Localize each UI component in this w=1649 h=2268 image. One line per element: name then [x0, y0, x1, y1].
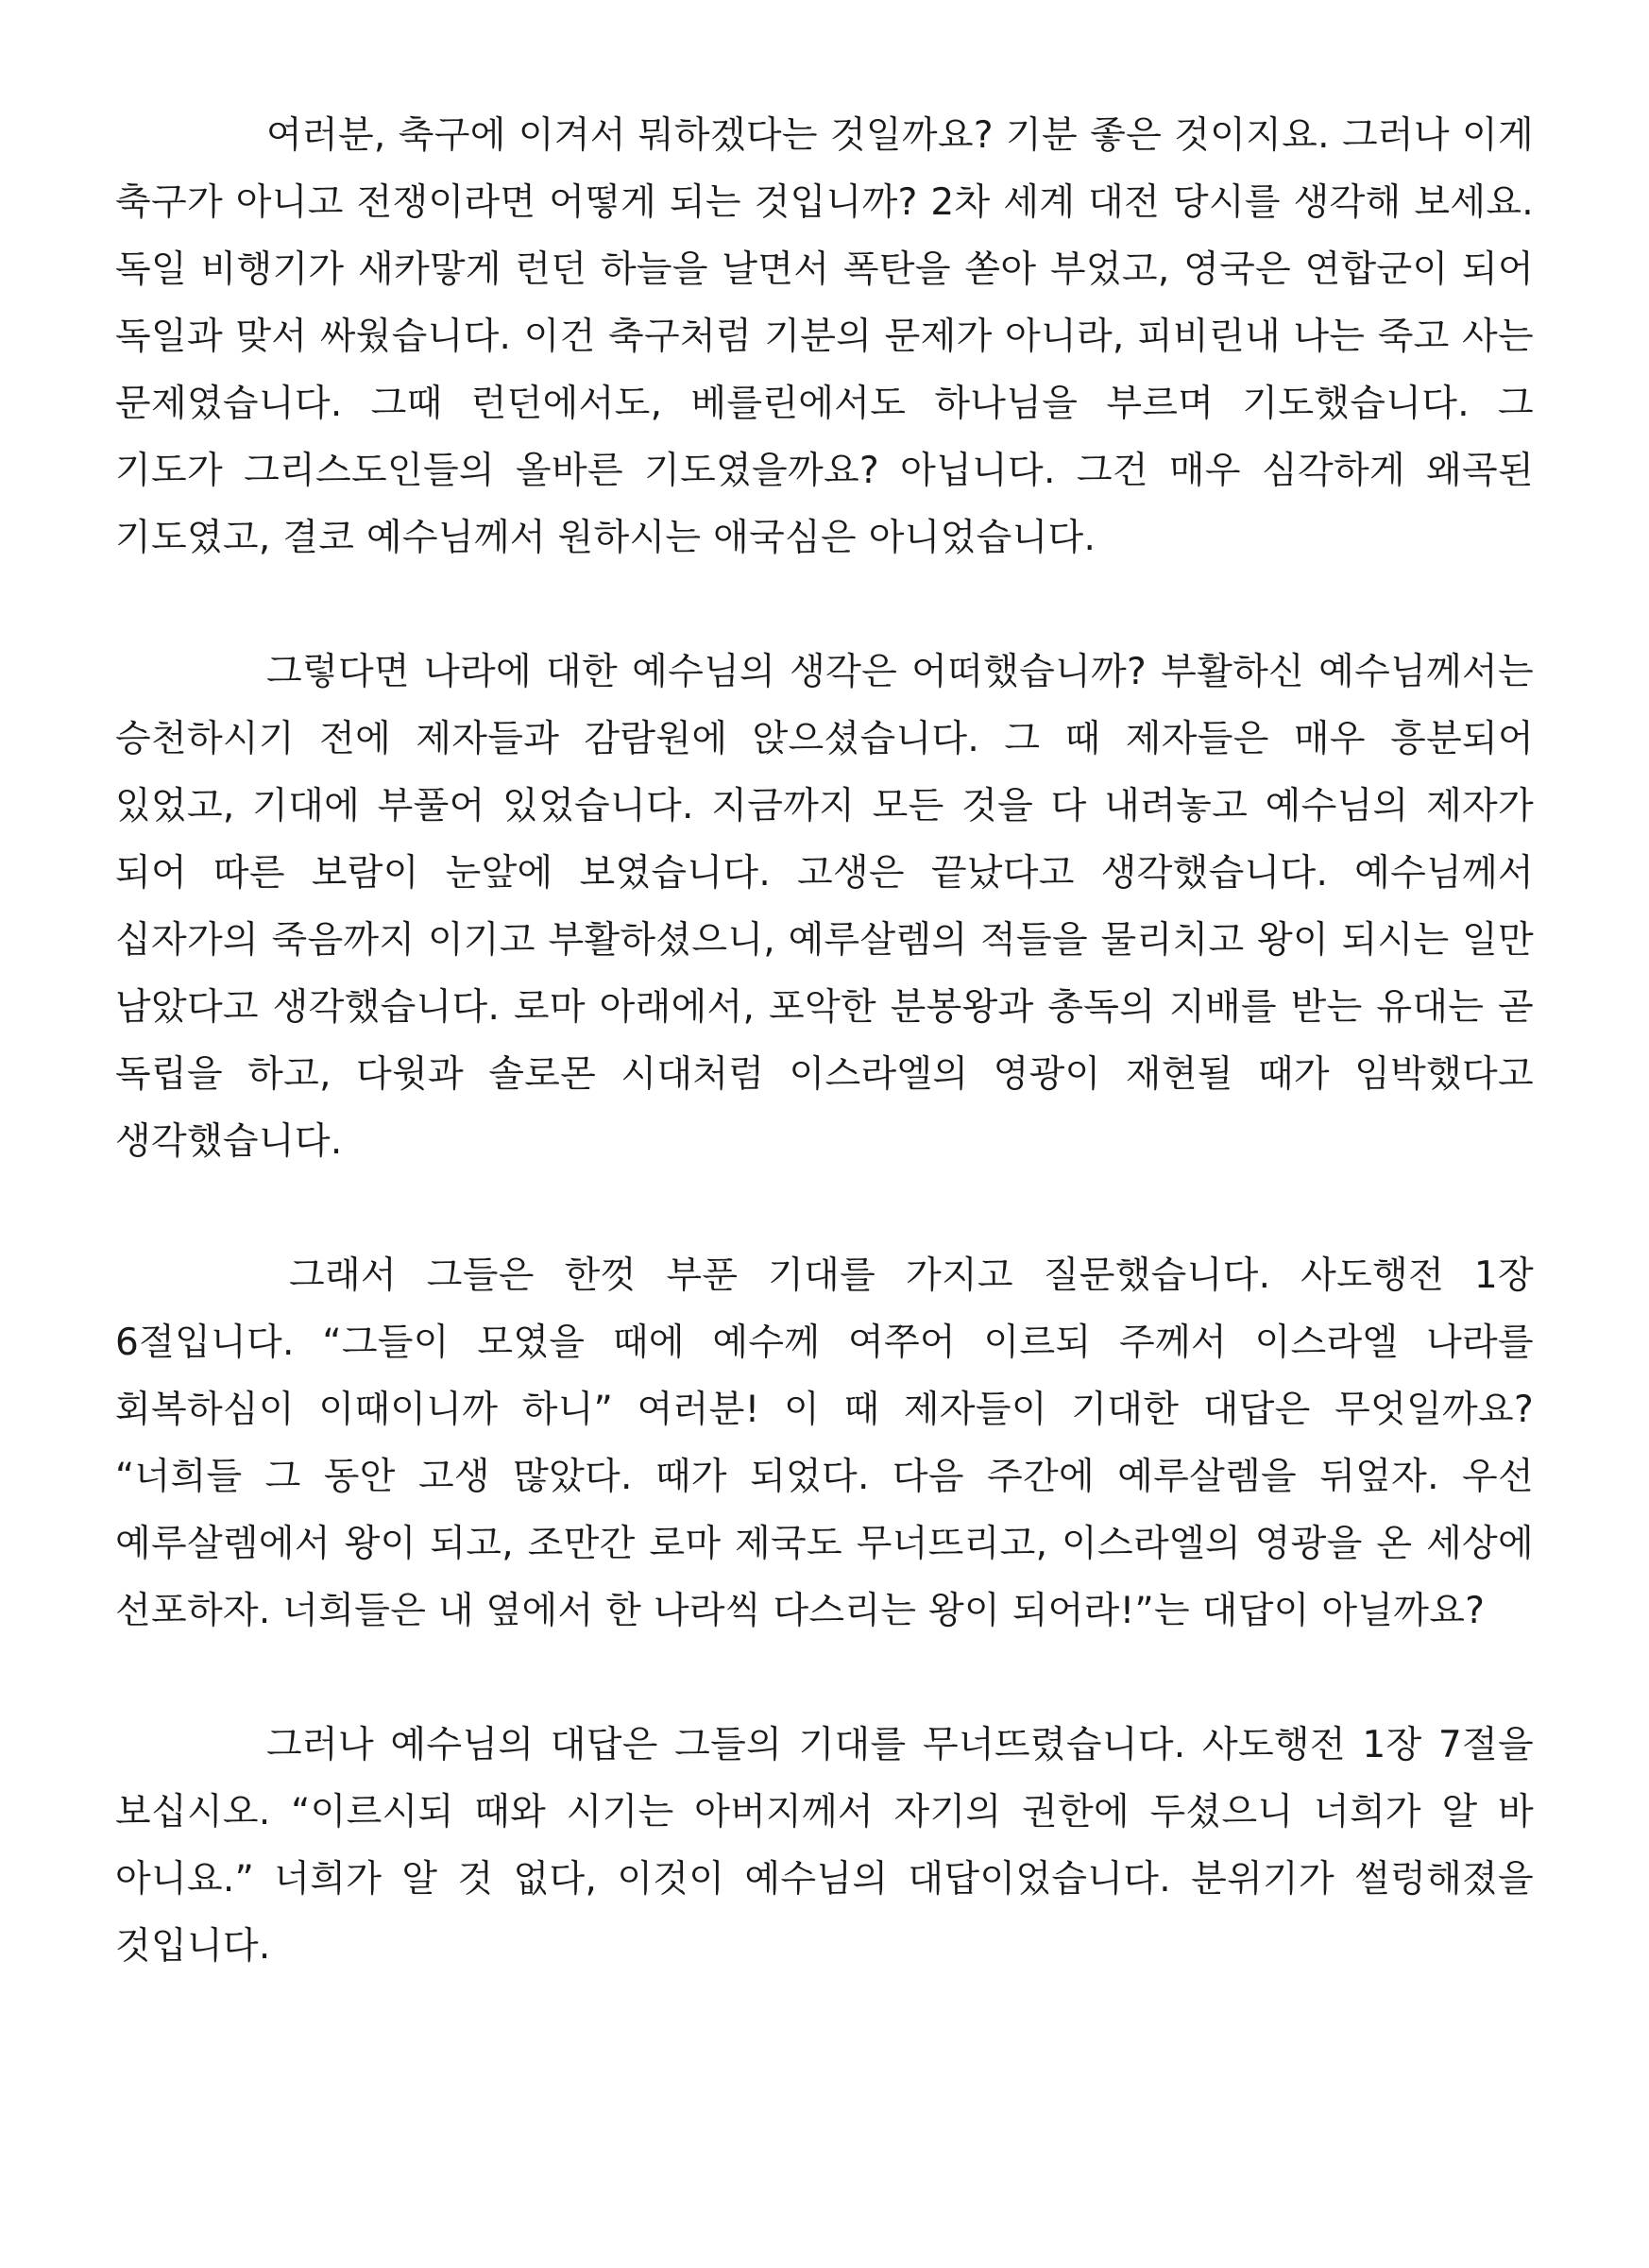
paragraph-4: 그러나 예수님의 대답은 그들의 기대를 무너뜨렸습니다. 사도행전 1장 7절을 보십시오. “이르시되 때와 시기는 아버지께서 자기의 권한에 두셨으니 너희가 알 바 아니요.” 너희가 알 것 없다, 이것이 예수님의 대답이었습니다. 분위기가 썰렁해졌을 것입니다. [115, 1724, 1534, 1968]
paragraph-2: 그렇다면 나라에 대한 예수님의 생각은 어떠했습니까? 부활하신 예수님께서는 승천하시기 전에 제자들과 감람원에 앉으셨습니다. 그 때 제자들은 매우 흥분되어 있었고, 기대에 부풀어 있었습니다. 지금까지 모든 것을 다 내려놓고 예수님의 제자가 되어 따른 보람이 눈앞에 보였습니다. 고생은 끝났다고 생각했습니다. 예수님께서 십자가의 죽음까지 이기고 부활하셨으니, 예루살렘의 적들을 물리치고 왕이 되시는 일만 남았다고 생각했습니다. 로마 아래에서, 포악한 분봉왕과 총독의 지배를 받는 유대는 곧 독립을 하고, 다윗과 솔로몬 시대처럼 이스라엘의 영광이 재현될 때가 임박했다고 생각했습니다. [115, 651, 1534, 1163]
document-page [115, 102, 1534, 1980]
paragraph-1: 여러분, 축구에 이겨서 뭐하겠다는 것일까요? 기분 좋은 것이지요. 그러나 이게 축구가 아니고 전쟁이라면 어떻게 되는 것입니까? 2차 세계 대전 당시를 생각해 보세요. 독일 비행기가 새카맣게 런던 하늘을 날면서 폭탄을 쏟아 부었고, 영국은 연합군이 되어 독일과 맞서 싸웠습니다. 이건 축구처럼 기분의 문제가 아니라, 피비린내 나는 죽고 사는 문제였습니다. 그때 런던에서도, 베를린에서도 하나님을 부르며 기도했습니다. 그 기도가 그리스도인들의 올바른 기도였을까요? 아닙니다. 그건 매우 심각하게 왜곡된 기도였고, 결코 예수님께서 원하시는 애국심은 아니었습니다. [115, 114, 1534, 559]
paragraph-3: 그래서 그들은 한껏 부푼 기대를 가지고 질문했습니다. 사도행전 1장 6절입니다. “그들이 모였을 때에 예수께 여쭈어 이르되 주께서 이스라엘 나라를 회복하심이 이때이니까 하니” 여러분! 이 때 제자들이 기대한 대답은 무엇일까요? “너희들 그 동안 고생 많았다. 때가 되었다. 다음 주간에 예루살렘을 뒤엎자. 우선 예루살렘에서 왕이 되고, 조만간 로마 제국도 무너뜨리고, 이스라엘의 영광을 온 세상에 선포하자. 너희들은 내 옆에서 한 나라씩 다스리는 왕이 되어라!”는 대답이 아닐까요? [115, 1254, 1534, 1632]
